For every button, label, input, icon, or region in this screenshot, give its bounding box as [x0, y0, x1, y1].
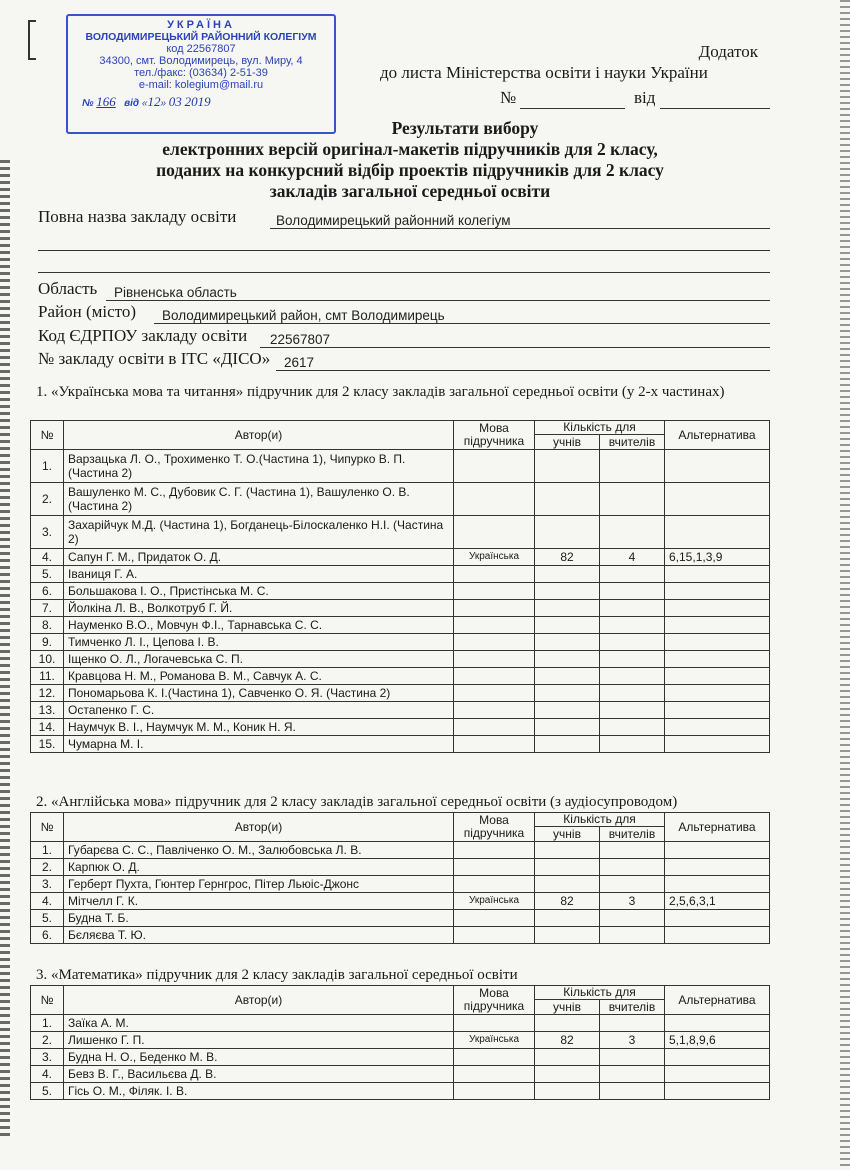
- field-its-label: № закладу освіти в ІТС «ДІСО»: [38, 349, 271, 368]
- binding-holes: [0, 160, 10, 1140]
- corner-bracket: [28, 20, 36, 60]
- author-cell: Заїка А. М.: [64, 1015, 454, 1032]
- language-cell: [454, 719, 535, 736]
- pupils-count-cell: [535, 876, 600, 893]
- alternative-cell: [665, 566, 770, 583]
- language-cell: [454, 1049, 535, 1066]
- stamp-date-day: 12: [147, 94, 161, 109]
- alternative-cell: [665, 1083, 770, 1100]
- field-region: [38, 279, 770, 303]
- stamp-email: e-mail: kolegium@mail.ru: [138, 79, 264, 91]
- pupils-count-cell: [535, 1015, 600, 1032]
- teachers-count-cell: [600, 702, 665, 719]
- teachers-count-cell: 3: [600, 893, 665, 910]
- stamp-ref: № 166 від «12» 03 2019: [82, 94, 211, 109]
- teachers-count-cell: [600, 600, 665, 617]
- stamp-date-prefix: від: [124, 98, 140, 109]
- pupils-count-cell: 82: [535, 1032, 600, 1049]
- teachers-count-cell: [600, 1083, 665, 1100]
- language-cell: [454, 516, 535, 549]
- addendum-ref-blank: [520, 88, 625, 109]
- author-cell: Большакова І. О., Пристінська М. С.: [64, 583, 454, 600]
- field-full-name-label: Повна назва закладу освіти: [38, 207, 237, 226]
- pupils-count-cell: [535, 842, 600, 859]
- teachers-count-cell: [600, 1049, 665, 1066]
- language-cell: Українська: [454, 893, 535, 910]
- language-cell: [454, 910, 535, 927]
- author-cell: Гісь О. М., Філяк. І. В.: [64, 1083, 454, 1100]
- table-row: [31, 876, 770, 893]
- title-line-4: закладів загальної середньої освіти: [269, 181, 551, 201]
- row-number: 1.: [31, 842, 64, 859]
- pupils-count-cell: [535, 859, 600, 876]
- pupils-count-cell: [535, 566, 600, 583]
- section-title-2: 2. «Англійська мова» підручник для 2 класу закладів загальної середньої освіти (з аудіосупроводом): [36, 794, 678, 810]
- col-qty: Кількість для: [535, 421, 665, 435]
- field-full-name: [38, 207, 770, 231]
- teachers-count-cell: 4: [600, 549, 665, 566]
- author-cell: Будна Т. Б.: [64, 910, 454, 927]
- language-cell: [454, 1066, 535, 1083]
- section-title-3: 3. «Математика» підручник для 2 класу закладів загальної середньої освіти: [36, 967, 518, 983]
- col-qty: Кількість для: [535, 986, 665, 1000]
- author-cell: Кравцова Н. М., Романова В. М., Савчук А. С.: [64, 668, 454, 685]
- table-row: [31, 483, 770, 516]
- table-3-body: [31, 1015, 770, 1100]
- row-number: 13.: [31, 702, 64, 719]
- alternative-cell: [665, 668, 770, 685]
- addendum-date-blank: [660, 88, 770, 109]
- field-edrpou: [38, 326, 770, 350]
- language-cell: [454, 483, 535, 516]
- row-number: 7.: [31, 600, 64, 617]
- alternative-cell: [665, 702, 770, 719]
- title-line-3: поданих на конкурсний відбір проектів підручників для 2 класу: [156, 160, 664, 180]
- title-line-2: електронних версій оригінал-макетів підручників для 2 класу,: [162, 139, 658, 159]
- row-number: 1.: [31, 1015, 64, 1032]
- col-pupils: учнів: [535, 1000, 600, 1015]
- field-full-name-value: Володимирецький районний колегіум: [276, 213, 511, 228]
- table-1-body: [31, 450, 770, 753]
- row-number: 3.: [31, 516, 64, 549]
- row-number: 14.: [31, 719, 64, 736]
- author-cell: Тимченко Л. І., Цепова І. В.: [64, 634, 454, 651]
- addendum-ref-label: №: [500, 88, 517, 107]
- addendum-ref-line: [500, 88, 770, 109]
- row-number: 9.: [31, 634, 64, 651]
- row-number: 6.: [31, 583, 64, 600]
- addendum-title: Додаток: [698, 42, 758, 61]
- row-number: 4.: [31, 549, 64, 566]
- teachers-count-cell: [600, 685, 665, 702]
- pupils-count-cell: [535, 719, 600, 736]
- field-edrpou-label: Код ЄДРПОУ закладу освіти: [38, 326, 248, 345]
- author-cell: Чумарна М. І.: [64, 736, 454, 753]
- table-row: [31, 842, 770, 859]
- author-cell: Іщенко О. Л., Логачевська С. П.: [64, 651, 454, 668]
- language-cell: [454, 668, 535, 685]
- alternative-cell: [665, 617, 770, 634]
- table-row: [31, 634, 770, 651]
- teachers-count-cell: [600, 516, 665, 549]
- teachers-count-cell: [600, 719, 665, 736]
- alternative-cell: [665, 450, 770, 483]
- pupils-count-cell: 82: [535, 549, 600, 566]
- teachers-count-cell: [600, 483, 665, 516]
- alternative-cell: [665, 634, 770, 651]
- teachers-count-cell: [600, 736, 665, 753]
- row-number: 3.: [31, 876, 64, 893]
- table-row: [31, 893, 770, 910]
- col-pupils: учнів: [535, 435, 600, 450]
- alternative-cell: [665, 842, 770, 859]
- author-cell: Герберт Пухта, Гюнтер Гернгрос, Пітер Льюіс-Джонс: [64, 876, 454, 893]
- pupils-count-cell: [535, 516, 600, 549]
- table-row: [31, 450, 770, 483]
- teachers-count-cell: 3: [600, 1032, 665, 1049]
- table-row: [31, 702, 770, 719]
- table-row: [31, 910, 770, 927]
- pupils-count-cell: [535, 736, 600, 753]
- alternative-cell: 2,5,6,3,1: [665, 893, 770, 910]
- pupils-count-cell: [535, 483, 600, 516]
- author-cell: Науменко В.О., Мовчун Ф.І., Тарнавська С. С.: [64, 617, 454, 634]
- teachers-count-cell: [600, 859, 665, 876]
- addendum-date-label: від: [633, 88, 656, 107]
- table-row: [31, 600, 770, 617]
- row-number: 5.: [31, 910, 64, 927]
- pupils-count-cell: [535, 1066, 600, 1083]
- section-title-1: 1. «Українська мова та читання» підручник для 2 класу закладів загальної середньої освіти (у 2-х частинах): [36, 384, 725, 400]
- pupils-count-cell: [535, 927, 600, 944]
- table-row: [31, 617, 770, 634]
- col-teachers: вчителів: [600, 435, 665, 450]
- col-lang: Мова підручника: [454, 421, 535, 450]
- author-cell: Лишенко Г. П.: [64, 1032, 454, 1049]
- alternative-cell: [665, 876, 770, 893]
- author-cell: Мітчелл Г. К.: [64, 893, 454, 910]
- author-cell: Вашуленко М. С., Дубовик С. Г. (Частина 1), Вашуленко О. В. (Частина 2): [64, 483, 454, 516]
- alternative-cell: [665, 719, 770, 736]
- addendum-header: [699, 40, 758, 63]
- field-district-value: Володимирецький район, смт Володимирець: [162, 308, 445, 323]
- table-row: [31, 1032, 770, 1049]
- table-row: [31, 516, 770, 549]
- language-cell: [454, 927, 535, 944]
- teachers-count-cell: [600, 566, 665, 583]
- stamp-org: ВОЛОДИМИРЕЦЬКИЙ РАЙОННИЙ КОЛЕГІУМ: [85, 31, 317, 43]
- table-row: [31, 566, 770, 583]
- col-alt: Альтернатива: [665, 421, 770, 450]
- row-number: 4.: [31, 893, 64, 910]
- teachers-count-cell: [600, 634, 665, 651]
- alternative-cell: [665, 685, 770, 702]
- table-row: [31, 1049, 770, 1066]
- stamp-country: УКРАЇНА: [167, 19, 235, 31]
- col-num: №: [31, 421, 64, 450]
- alternative-cell: 5,1,8,9,6: [665, 1032, 770, 1049]
- teachers-count-cell: [600, 1066, 665, 1083]
- field-region-value: Рівненська область: [114, 285, 237, 300]
- author-cell: Бєляєва Т. Ю.: [64, 927, 454, 944]
- language-cell: [454, 1015, 535, 1032]
- col-num: №: [31, 813, 64, 842]
- author-cell: Іваниця Г. А.: [64, 566, 454, 583]
- col-pupils: учнів: [535, 827, 600, 842]
- title-line-1: Результати вибору: [391, 118, 539, 138]
- field-its: [38, 349, 770, 373]
- teachers-count-cell: [600, 876, 665, 893]
- row-number: 1.: [31, 450, 64, 483]
- blank-line: [38, 250, 770, 251]
- alternative-cell: [665, 516, 770, 549]
- language-cell: [454, 617, 535, 634]
- alternative-cell: [665, 483, 770, 516]
- language-cell: [454, 583, 535, 600]
- teachers-count-cell: [600, 668, 665, 685]
- author-cell: Йолкіна Л. В., Волкотруб Г. Й.: [64, 600, 454, 617]
- teachers-count-cell: [600, 651, 665, 668]
- row-number: 5.: [31, 566, 64, 583]
- stamp-date-month: 03: [168, 94, 182, 109]
- language-cell: [454, 566, 535, 583]
- alternative-cell: [665, 736, 770, 753]
- author-cell: Захарійчук М.Д. (Частина 1), Богданець-Білоскаленко Н.І. (Частина 2): [64, 516, 454, 549]
- teachers-count-cell: [600, 927, 665, 944]
- pupils-count-cell: [535, 685, 600, 702]
- col-teachers: вчителів: [600, 1000, 665, 1015]
- row-number: 11.: [31, 668, 64, 685]
- row-number: 4.: [31, 1066, 64, 1083]
- col-author: Автор(и): [64, 813, 454, 842]
- col-alt: Альтернатива: [665, 986, 770, 1015]
- teachers-count-cell: [600, 450, 665, 483]
- alternative-cell: [665, 1015, 770, 1032]
- teachers-count-cell: [600, 583, 665, 600]
- field-district: [38, 302, 770, 326]
- author-cell: Губарєва С. С., Павліченко О. М., Залюбовська Л. В.: [64, 842, 454, 859]
- pupils-count-cell: [535, 617, 600, 634]
- table-row: [31, 859, 770, 876]
- teachers-count-cell: [600, 1015, 665, 1032]
- field-edrpou-value: 22567807: [270, 332, 331, 347]
- pupils-count-cell: [535, 651, 600, 668]
- language-cell: [454, 600, 535, 617]
- alternative-cell: [665, 859, 770, 876]
- language-cell: [454, 651, 535, 668]
- blank-line: [38, 272, 770, 273]
- language-cell: Українська: [454, 1032, 535, 1049]
- pupils-count-cell: [535, 450, 600, 483]
- table-row: [31, 685, 770, 702]
- table-row: [31, 668, 770, 685]
- language-cell: [454, 702, 535, 719]
- author-cell: Сапун Г. М., Придаток О. Д.: [64, 549, 454, 566]
- col-lang: Мова підручника: [454, 986, 535, 1015]
- col-lang: Мова підручника: [454, 813, 535, 842]
- row-number: 3.: [31, 1049, 64, 1066]
- table-row: [31, 549, 770, 566]
- teachers-count-cell: [600, 842, 665, 859]
- pupils-count-cell: [535, 634, 600, 651]
- pupils-count-cell: [535, 1083, 600, 1100]
- table-row: [31, 927, 770, 944]
- pupils-count-cell: 82: [535, 893, 600, 910]
- author-cell: Бевз В. Г., Васильєва Д. В.: [64, 1066, 454, 1083]
- language-cell: [454, 736, 535, 753]
- author-cell: Карпюк О. Д.: [64, 859, 454, 876]
- language-cell: [454, 634, 535, 651]
- field-its-value: 2617: [284, 355, 315, 370]
- stamp-ref-prefix: №: [82, 98, 94, 109]
- row-number: 15.: [31, 736, 64, 753]
- col-author: Автор(и): [64, 986, 454, 1015]
- alternative-cell: [665, 910, 770, 927]
- language-cell: [454, 1083, 535, 1100]
- addendum-subtitle: до листа Міністерства освіти і науки України: [380, 63, 708, 82]
- col-author: Автор(и): [64, 421, 454, 450]
- language-cell: Українська: [454, 549, 535, 566]
- stamp-code: код 22567807: [166, 43, 236, 55]
- textbook-table-1: [30, 420, 770, 753]
- alternative-cell: [665, 1066, 770, 1083]
- table-row: [31, 1066, 770, 1083]
- col-alt: Альтернатива: [665, 813, 770, 842]
- field-region-label: Область: [38, 279, 98, 298]
- col-num: №: [31, 986, 64, 1015]
- alternative-cell: [665, 600, 770, 617]
- alternative-cell: [665, 1049, 770, 1066]
- pupils-count-cell: [535, 668, 600, 685]
- row-number: 2.: [31, 483, 64, 516]
- document-title: [60, 118, 760, 202]
- language-cell: [454, 876, 535, 893]
- language-cell: [454, 450, 535, 483]
- pupils-count-cell: [535, 702, 600, 719]
- page-edge: [840, 0, 850, 1170]
- stamp-ref-number: 166: [96, 94, 116, 109]
- author-cell: Пономарьова К. І.(Частина 1), Савченко О. Я. (Частина 2): [64, 685, 454, 702]
- alternative-cell: [665, 927, 770, 944]
- row-number: 2.: [31, 859, 64, 876]
- pupils-count-cell: [535, 910, 600, 927]
- author-cell: Наумчук В. І., Наумчук М. М., Коник Н. Я.: [64, 719, 454, 736]
- field-district-label: Район (місто): [38, 302, 136, 321]
- textbook-table-2: [30, 812, 770, 944]
- row-number: 5.: [31, 1083, 64, 1100]
- stamp-address: 34300, смт. Володимирець, вул. Миру, 4: [99, 55, 303, 67]
- teachers-count-cell: [600, 617, 665, 634]
- table-row: [31, 736, 770, 753]
- language-cell: [454, 842, 535, 859]
- stamp-phone: тел./факс: (03634) 2-51-39: [134, 67, 268, 79]
- row-number: 2.: [31, 1032, 64, 1049]
- table-row: [31, 651, 770, 668]
- pupils-count-cell: [535, 1049, 600, 1066]
- pupils-count-cell: [535, 583, 600, 600]
- row-number: 10.: [31, 651, 64, 668]
- table-2-body: [31, 842, 770, 944]
- alternative-cell: [665, 651, 770, 668]
- pupils-count-cell: [535, 600, 600, 617]
- row-number: 8.: [31, 617, 64, 634]
- alternative-cell: [665, 583, 770, 600]
- table-row: [31, 1083, 770, 1100]
- col-teachers: вчителів: [600, 827, 665, 842]
- table-row: [31, 1015, 770, 1032]
- table-row: [31, 583, 770, 600]
- author-cell: Варзацька Л. О., Трохименко Т. О.(Частина 1), Чипурко В. П. (Частина 2): [64, 450, 454, 483]
- row-number: 6.: [31, 927, 64, 944]
- alternative-cell: 6,15,1,3,9: [665, 549, 770, 566]
- language-cell: [454, 859, 535, 876]
- stamp-date-year: 2019: [184, 94, 211, 109]
- col-qty: Кількість для: [535, 813, 665, 827]
- author-cell: Остапенко Г. С.: [64, 702, 454, 719]
- row-number: 12.: [31, 685, 64, 702]
- author-cell: Будна Н. О., Беденко М. В.: [64, 1049, 454, 1066]
- textbook-table-3: [30, 985, 770, 1100]
- organization-stamp: [66, 14, 336, 134]
- language-cell: [454, 685, 535, 702]
- teachers-count-cell: [600, 910, 665, 927]
- table-row: [31, 719, 770, 736]
